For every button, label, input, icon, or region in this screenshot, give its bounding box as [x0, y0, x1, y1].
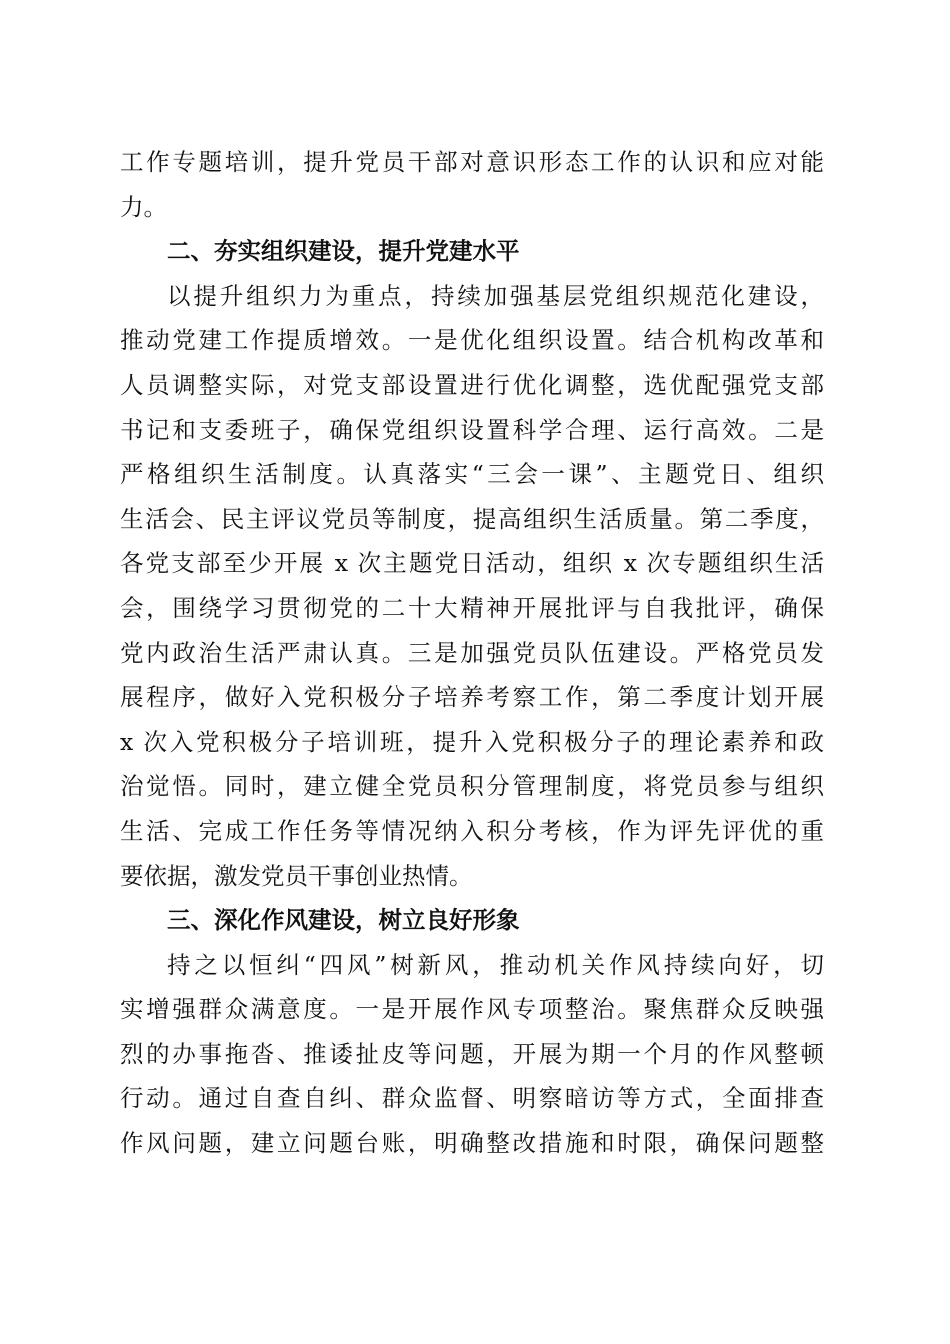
body-line: x 次入党积极分子培训班，提升入党积极分子的理论素养和政	[120, 727, 824, 756]
body-line: 各党支部至少开展 x 次主题党日活动，组织 x 次专题组织生活	[120, 549, 824, 578]
body-line: 生活、完成工作任务等情况纳入积分考核，作为评先评优的重	[120, 816, 824, 845]
body-line: 作风问题，建立问题台账，明确整改措施和时限，确保问题整	[120, 1129, 824, 1158]
body-line: 力。	[120, 192, 167, 221]
body-line: 治觉悟。同时，建立健全党员积分管理制度，将党员参与组织	[120, 772, 824, 801]
body-line: 严格组织生活制度。认真落实“三会一课”、主题党日、组织	[120, 460, 824, 489]
body-line: 推动党建工作提质增效。一是优化组织设置。结合机构改革和	[120, 326, 824, 355]
section-heading-2: 二、夯实组织建设，提升党建水平	[167, 237, 520, 266]
document-body	[120, 140, 824, 1166]
body-line: 行动。通过自查自纠、群众监督、明察暗访等方式，全面排查	[120, 1084, 824, 1113]
body-line: 会，围绕学习贯彻党的二十大精神开展批评与自我批评，确保	[120, 593, 824, 622]
body-line: 展程序，做好入党积极分子培养考察工作，第二季度计划开展	[120, 683, 824, 712]
body-line: 生活会、民主评议党员等制度，提高组织生活质量。第二季度，	[120, 504, 824, 533]
body-line: 党内政治生活严肃认真。三是加强党员队伍建设。严格党员发	[120, 638, 824, 667]
paragraph-start-line: 以提升组织力为重点，持续加强基层党组织规范化建设，	[167, 281, 824, 310]
body-line: 烈的办事拖沓、推诿扯皮等问题，开展为期一个月的作风整顿	[120, 1039, 824, 1068]
body-line: 实增强群众满意度。一是开展作风专项整治。聚焦群众反映强	[120, 995, 824, 1024]
section-heading-3: 三、深化作风建设，树立良好形象	[167, 906, 520, 935]
body-line: 书记和支委班子，确保党组织设置科学合理、运行高效。二是	[120, 415, 824, 444]
body-line: 工作专题培训，提升党员干部对意识形态工作的认识和应对能	[120, 148, 824, 176]
body-line: 人员调整实际，对党支部设置进行优化调整，选优配强党支部	[120, 370, 824, 399]
paragraph-start-line: 持之以恒纠“四风”树新风，推动机关作风持续向好，切	[167, 950, 824, 979]
body-line: 要依据，激发党员干事创业热情。	[120, 861, 473, 890]
